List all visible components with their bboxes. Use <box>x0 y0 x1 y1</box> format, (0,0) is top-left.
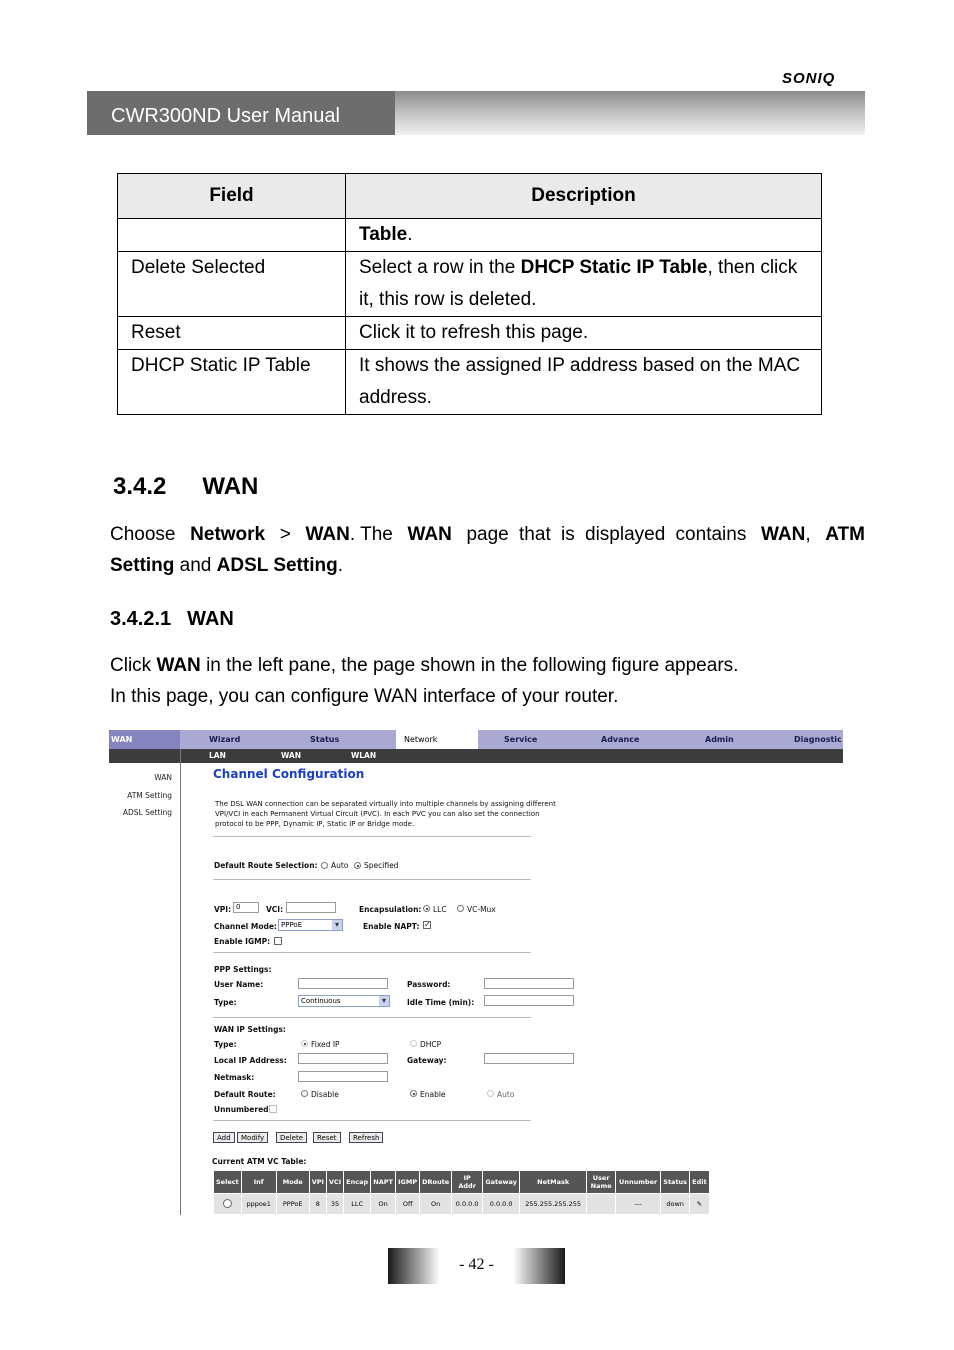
dhcp-label: DHCP <box>420 1040 442 1049</box>
wan-type-label: Type: <box>214 1040 237 1049</box>
subnav-wan[interactable]: WAN <box>281 751 302 760</box>
nav-admin[interactable]: Admin <box>705 735 734 744</box>
wan-ip-settings-label: WAN IP Settings: <box>214 1025 286 1034</box>
atm-cell: down <box>661 1194 690 1215</box>
table-row <box>118 252 822 317</box>
nav-status[interactable]: Status <box>310 735 340 744</box>
section-number: 3.4.2 <box>113 473 167 500</box>
atm-header-cell: Gateway <box>483 1171 520 1194</box>
gateway-input[interactable] <box>484 1053 574 1064</box>
nav-service[interactable]: Service <box>504 735 538 744</box>
para-end: . <box>337 555 343 576</box>
divider-3 <box>213 952 531 953</box>
brand-logo: SONIQ <box>782 70 836 87</box>
delete-button[interactable]: Delete <box>276 1132 307 1143</box>
atm-header-cell: Edit <box>690 1171 709 1194</box>
description-text: DHCP Static IP Table <box>520 257 708 278</box>
description-text: It shows the assigned IP address based on the MAC address. <box>359 355 801 408</box>
description-text: Click it to refresh this page. <box>359 322 589 343</box>
description-text: Table <box>359 224 408 245</box>
select-radio-cell <box>214 1194 242 1215</box>
llc-radio[interactable] <box>423 905 430 912</box>
add-button[interactable]: Add <box>213 1132 235 1143</box>
atm-cell: --- <box>616 1194 661 1215</box>
field-description-table <box>117 173 822 415</box>
subsection-number: 3.4.2.1 <box>110 608 172 630</box>
reset-button[interactable]: Reset <box>313 1132 341 1143</box>
modify-button[interactable]: Modify <box>237 1132 268 1143</box>
atm-cell: PPPoE <box>276 1194 309 1215</box>
channel-mode-label: Channel Mode: <box>214 922 277 931</box>
nav-diagnostic[interactable]: Diagnostic <box>794 735 842 744</box>
description-text: . <box>407 224 413 245</box>
atm-vc-table <box>213 1170 710 1215</box>
atm-header-cell: Unnumber <box>616 1171 661 1194</box>
section-paragraph: Choose Network > WAN. The WAN page that is displayed contains WAN, ATM Setting and ADSL Setting. <box>110 519 865 581</box>
default-route-disable-radio[interactable] <box>301 1090 308 1097</box>
subsection-title: WAN <box>187 608 234 630</box>
atm-header-cell: Select <box>214 1171 242 1194</box>
nav-wizard[interactable]: Wizard <box>209 735 241 744</box>
user-name-label: User Name: <box>214 980 264 989</box>
ppp-type-select[interactable]: Continuous ▾ <box>298 995 390 1007</box>
enable-label: Enable <box>420 1090 446 1099</box>
atm-header-cell: VCI <box>326 1171 343 1194</box>
line1-post: in the left pane, the page shown in the following figure appears. <box>206 655 739 676</box>
intro-line-3: protocol to be PPP, Dynamic IP, Static IP or Bridge mode. <box>215 820 415 828</box>
atm-header-cell: Status <box>661 1171 690 1194</box>
vpi-label: VPI: <box>214 905 232 914</box>
table-body <box>118 219 822 415</box>
description-cell <box>346 219 822 252</box>
field-cell: DHCP Static IP Table <box>118 350 346 415</box>
atm-cell: On <box>371 1194 396 1215</box>
vci-label: VCI: <box>266 905 284 914</box>
intro-line-2: VPI/VCI in each Permanent Virtual Circuit (PVC). In each PVC you can also set the connection <box>215 810 540 818</box>
disable-label: Disable <box>311 1090 339 1099</box>
enable-igmp-label: Enable IGMP: <box>214 937 271 946</box>
footer-gradient-left <box>388 1248 440 1284</box>
description-cell <box>346 350 822 415</box>
atm-cell: 255.255.255.255 <box>520 1194 587 1215</box>
dhcp-radio[interactable] <box>410 1040 417 1047</box>
footer-gradient-right <box>513 1248 565 1284</box>
description-cell <box>346 252 822 317</box>
atm-cell: On <box>420 1194 452 1215</box>
subsection-line-2: In this page, you can configure WAN interface of your router. <box>110 686 619 707</box>
refresh-button[interactable]: Refresh <box>349 1132 383 1143</box>
atm-cell: 0.0.0.0 <box>452 1194 483 1215</box>
page-number: - 42 - <box>459 1256 494 1273</box>
atm-header-cell: Encap <box>344 1171 371 1194</box>
table-row <box>214 1194 710 1215</box>
local-ip-input[interactable] <box>298 1053 388 1064</box>
section-title: WAN <box>202 473 259 500</box>
netmask-label: Netmask: <box>214 1073 255 1082</box>
para-wan-3: WAN <box>760 524 806 545</box>
llc-label: LLC <box>433 905 447 914</box>
nav-advance[interactable]: Advance <box>601 735 640 744</box>
atm-header-cell: IP Addr <box>452 1171 483 1194</box>
side-divider <box>180 749 181 1215</box>
field-header: Field <box>118 174 346 219</box>
default-route-selection-label: Default Route Selection: <box>214 861 318 870</box>
default-route-auto-radio[interactable] <box>487 1090 494 1097</box>
route-specified-label: Specified <box>364 861 399 870</box>
atm-cell: 0.0.0.0 <box>483 1194 520 1215</box>
default-route-label: Default Route: <box>214 1090 276 1099</box>
enable-napt-label: Enable NAPT: <box>363 922 420 931</box>
atm-cell: LLC <box>344 1194 371 1215</box>
vci-input[interactable] <box>286 902 336 913</box>
local-ip-label: Local IP Address: <box>214 1056 287 1065</box>
enable-napt-checkbox[interactable]: ✓ <box>424 920 431 929</box>
line1-bold: WAN <box>156 655 201 676</box>
table-row <box>118 317 822 350</box>
atm-cell: 8 <box>309 1194 326 1215</box>
vpi-input[interactable]: 0 <box>233 902 259 913</box>
divider-5 <box>213 1120 531 1121</box>
para-wan-2: WAN <box>407 524 452 545</box>
atm-header-cell: User Name <box>587 1171 616 1194</box>
unnumbered-label: Unnumbered <box>214 1105 269 1114</box>
field-cell <box>118 219 346 252</box>
atm-cell: Off <box>396 1194 420 1215</box>
subsection-heading <box>110 608 234 631</box>
fixed-ip-label: Fixed IP <box>311 1040 340 1049</box>
field-cell: Reset <box>118 317 346 350</box>
table-row <box>118 219 822 252</box>
para-choose: Choose <box>110 524 176 545</box>
ppp-settings-label: PPP Settings: <box>214 965 272 974</box>
nav-network[interactable]: Network <box>404 735 438 744</box>
subsection-line-1 <box>110 650 738 681</box>
atm-header-cell: Mode <box>276 1171 309 1194</box>
enable-igmp-checkbox[interactable] <box>274 937 282 945</box>
vcmux-radio[interactable] <box>457 905 464 912</box>
default-route-enable-radio[interactable] <box>410 1090 417 1097</box>
atm-header-cell: IGMP <box>396 1171 420 1194</box>
password-input[interactable] <box>484 978 574 989</box>
divider-1 <box>213 836 531 837</box>
encapsulation-label: Encapsulation: <box>359 905 422 914</box>
channel-config-heading: Channel Configuration <box>213 767 365 781</box>
description-text: Select a row in the <box>359 257 521 278</box>
description-text: , then click it, this row is deleted. <box>359 257 798 310</box>
divider-4 <box>213 1017 531 1018</box>
intro-text <box>215 799 556 829</box>
user-name-input[interactable] <box>298 978 388 989</box>
para-mid: page that is displayed contains <box>466 524 747 545</box>
para-network: Network <box>190 524 266 545</box>
para-adsl: ADSL Setting <box>216 555 338 576</box>
atm-header-cell: NAPT <box>371 1171 396 1194</box>
atm-cell: 35 <box>326 1194 343 1215</box>
edit-icon[interactable]: ✎ <box>696 1200 703 1208</box>
row-select-radio[interactable] <box>223 1199 232 1208</box>
top-nav <box>109 730 843 749</box>
atm-cell <box>587 1194 616 1215</box>
description-cell <box>346 317 822 350</box>
side-adsl-setting[interactable]: ADSL Setting <box>122 808 172 817</box>
gateway-label: Gateway: <box>407 1056 447 1065</box>
atm-header-cell: NetMask <box>520 1171 587 1194</box>
para-gt: > <box>279 524 291 545</box>
subnav-lan[interactable]: LAN <box>209 751 226 760</box>
atm-header-cell: Inf <box>241 1171 276 1194</box>
idle-time-input[interactable] <box>484 995 574 1006</box>
password-label: Password: <box>407 980 451 989</box>
description-header: Description <box>346 174 822 219</box>
fixed-ip-radio[interactable] <box>301 1040 308 1047</box>
line1-pre: Click <box>110 655 152 676</box>
atm-cell: pppoe1 <box>241 1194 276 1215</box>
para-and: and <box>179 555 212 576</box>
type-label: Type: <box>214 998 237 1007</box>
atm-table-title: Current ATM VC Table: <box>212 1157 307 1166</box>
router-screenshot <box>109 730 843 1215</box>
netmask-input[interactable] <box>298 1071 388 1082</box>
vcmux-label: VC-Mux <box>467 905 496 914</box>
nav-wan-brand: WAN <box>111 735 133 744</box>
side-atm-setting[interactable]: ATM Setting <box>127 791 172 800</box>
para-comma: , <box>805 524 811 545</box>
subnav-wlan[interactable]: WLAN <box>351 751 377 760</box>
side-wan[interactable]: WAN <box>154 773 172 782</box>
channel-mode-select[interactable]: PPPoE ▾ <box>278 919 343 931</box>
manual-title: CWR300ND User Manual <box>87 91 395 135</box>
section-heading <box>113 473 258 501</box>
auto-label: Auto <box>497 1090 515 1099</box>
atm-header-cell: VPI <box>309 1171 326 1194</box>
atm-table-header-row <box>214 1171 710 1194</box>
route-specified-radio[interactable] <box>354 862 361 869</box>
para-wan-1: WAN <box>305 524 350 545</box>
route-auto-label: Auto <box>331 861 349 870</box>
unnumbered-checkbox[interactable] <box>269 1105 277 1113</box>
para-the: . The <box>349 524 393 545</box>
intro-line-1: The DSL WAN connection can be separated virtually into multiple channels by assigning different <box>215 800 556 808</box>
atm-header-cell: DRoute <box>420 1171 452 1194</box>
sub-nav <box>109 749 843 763</box>
route-auto-radio[interactable] <box>321 862 328 869</box>
table-row <box>118 350 822 415</box>
idle-time-label: Idle Time (min): <box>407 998 475 1007</box>
field-cell: Delete Selected <box>118 252 346 317</box>
edit-cell <box>690 1194 709 1215</box>
divider-2 <box>213 879 531 880</box>
